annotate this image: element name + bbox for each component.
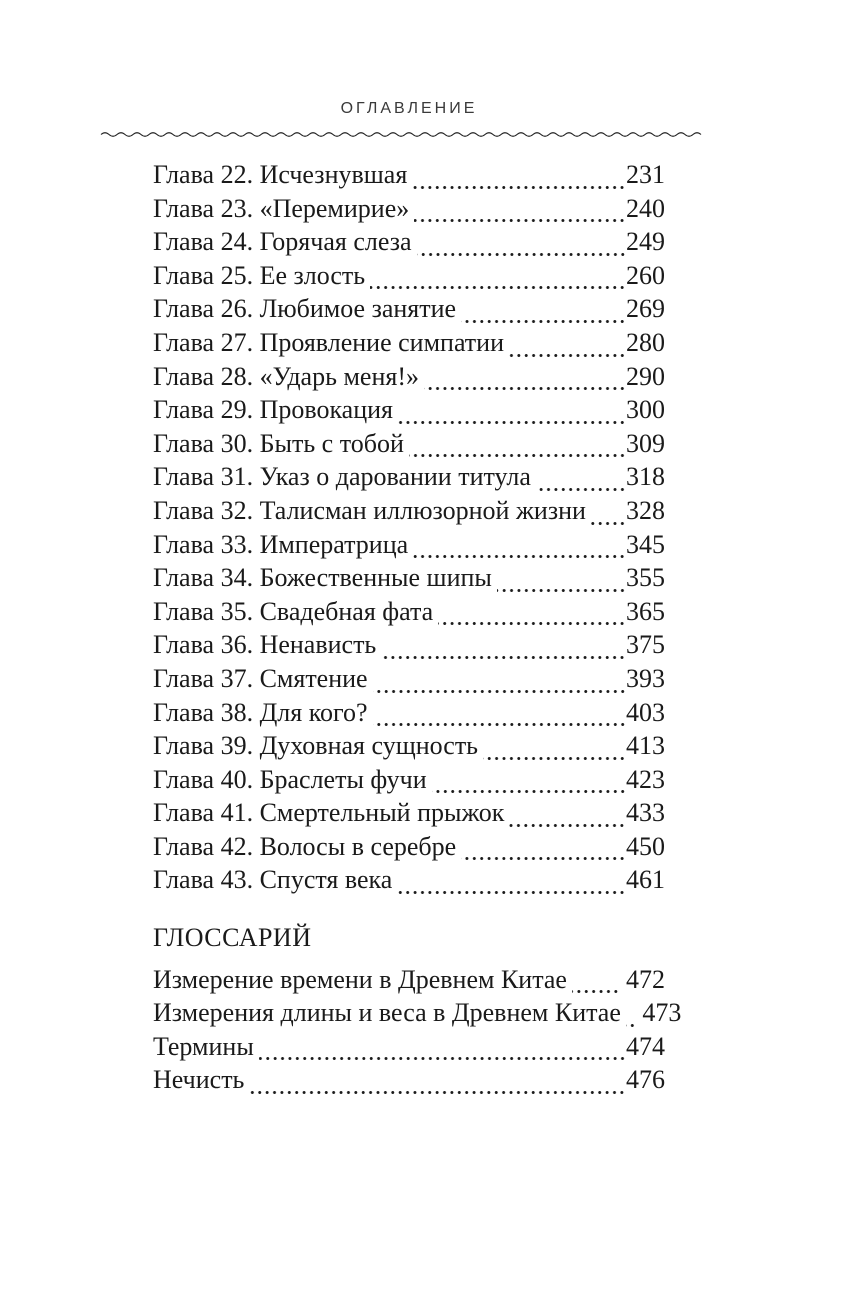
entry-page: 375	[626, 630, 665, 660]
entry-page: 433	[626, 798, 665, 828]
entry-page: 280	[626, 327, 665, 357]
toc-entry	[153, 965, 665, 999]
entry-title: Глава 34. Божественные шипы	[153, 563, 492, 593]
page-title: ОГЛАВЛЕНИЕ	[340, 100, 478, 117]
dot-leader	[483, 731, 626, 765]
glossary-list	[153, 964, 682, 1099]
entry-page: 365	[626, 596, 665, 626]
entry-page: 300	[626, 395, 665, 425]
toc-entry	[153, 530, 665, 564]
entry-page: 461	[626, 865, 665, 895]
dot-leader	[370, 261, 626, 295]
entry-title: Глава 43. Спустя века	[153, 865, 393, 895]
toc-entry	[153, 563, 665, 597]
toc-entry	[153, 429, 665, 463]
toc-entry	[153, 597, 665, 631]
wavy-divider-path	[101, 133, 701, 137]
entry-page: 413	[626, 731, 665, 761]
entry-title: Глава 26. Любимое занятие	[153, 294, 457, 324]
dot-leader	[373, 698, 626, 732]
toc-entry	[153, 698, 665, 732]
toc-entry	[153, 160, 665, 194]
entry-title: Измерение времени в Древнем Китае	[153, 964, 567, 994]
toc-entry	[153, 261, 665, 295]
entry-title: Глава 32. Талисман иллюзорной жизни	[153, 495, 586, 525]
dot-leader	[591, 496, 626, 530]
entry-title: Глава 39. Духовная сущность	[153, 731, 479, 761]
dot-leader	[424, 362, 626, 396]
entry-title: Глава 40. Браслеты фучи	[153, 764, 427, 794]
entry-title: Глава 36. Ненависть	[153, 630, 377, 660]
dot-leader	[398, 395, 626, 429]
entry-title: Глава 31. Указ о даровании титула	[153, 462, 531, 492]
toc-entry	[153, 664, 665, 698]
entry-title: Глава 27. Проявление симпатии	[153, 327, 504, 357]
toc-entry	[153, 832, 665, 866]
entry-title: Глава 24. Горячая слеза	[153, 227, 412, 257]
entry-title: Глава 35. Свадебная фата	[153, 596, 434, 626]
toc-entry	[153, 294, 665, 328]
entry-title: Нечисть	[153, 1065, 245, 1095]
toc-entry	[153, 765, 665, 799]
toc-content	[153, 160, 682, 1099]
dot-leader	[438, 597, 626, 631]
dot-leader	[381, 630, 626, 664]
dot-leader	[461, 832, 626, 866]
entry-page: 240	[626, 193, 665, 223]
entry-title: Глава 28. «Ударь меня!»	[153, 361, 419, 391]
entry-title: Глава 25. Ее злость	[153, 260, 366, 290]
entry-page: 473	[635, 998, 682, 1028]
entry-page: 231	[626, 160, 665, 189]
toc-entry	[153, 395, 665, 429]
entry-title: Глава 22. Исчезнувшая	[153, 160, 408, 189]
dot-leader	[413, 530, 626, 564]
entry-page: 249	[626, 227, 665, 257]
dot-leader	[259, 1032, 626, 1066]
dot-leader	[626, 998, 636, 1032]
toc-entry	[153, 865, 665, 899]
toc-entry	[153, 731, 665, 765]
toc-entry	[153, 328, 665, 362]
entry-title: Глава 41. Смертельный прыжок	[153, 798, 505, 828]
dot-leader	[373, 664, 626, 698]
entry-page: 474	[626, 1031, 665, 1061]
dot-leader	[417, 227, 626, 261]
entry-page: 269	[626, 294, 665, 324]
wavy-divider	[100, 130, 702, 139]
dot-leader	[412, 160, 626, 194]
entry-page: 328	[626, 495, 665, 525]
toc-entry	[153, 462, 665, 496]
dot-leader	[461, 294, 626, 328]
entry-page: 260	[626, 260, 665, 290]
dot-leader	[536, 462, 626, 496]
dot-leader	[432, 765, 626, 799]
entry-title: Измерения длины и веса в Древнем Китае	[153, 998, 621, 1028]
entry-page: 318	[626, 462, 665, 492]
entry-title: Глава 37. Смятение	[153, 663, 368, 693]
entry-page: 309	[626, 428, 665, 458]
chapter-list	[153, 160, 665, 899]
entry-page: 355	[626, 563, 665, 593]
entry-page: 345	[626, 529, 665, 559]
entry-page: 403	[626, 697, 665, 727]
dot-leader	[509, 798, 626, 832]
dot-leader	[397, 865, 626, 899]
dot-leader	[497, 563, 626, 597]
entry-page: 476	[626, 1065, 665, 1095]
toc-entry	[153, 362, 665, 396]
glossary-heading: ГЛОССАРИЙ	[153, 923, 312, 953]
entry-title: Термины	[153, 1031, 254, 1061]
toc-entry	[153, 630, 665, 664]
entry-page: 393	[626, 663, 665, 693]
entry-page: 472	[619, 964, 665, 994]
entry-title: Глава 42. Волосы в серебре	[153, 831, 457, 861]
entry-title: Глава 30. Быть с тобой	[153, 428, 404, 458]
dot-leader	[509, 328, 626, 362]
entry-title: Глава 23. «Перемирие»	[153, 193, 410, 223]
dot-leader	[249, 1065, 626, 1099]
toc-entry	[153, 1065, 665, 1099]
toc-entry	[153, 194, 665, 228]
toc-entry	[153, 998, 682, 1032]
dot-leader	[409, 429, 626, 463]
entry-title: Глава 29. Провокация	[153, 395, 394, 425]
dot-leader	[572, 965, 620, 999]
toc-entry	[153, 496, 665, 530]
dot-leader	[414, 194, 626, 228]
entry-page: 290	[626, 361, 665, 391]
entry-page: 423	[626, 764, 665, 794]
toc-entry	[153, 1032, 665, 1066]
toc-entry	[153, 798, 665, 832]
entry-title: Глава 38. Для кого?	[153, 697, 368, 727]
entry-title: Глава 33. Императрица	[153, 529, 409, 559]
toc-entry	[153, 227, 665, 261]
entry-page: 450	[626, 831, 665, 861]
